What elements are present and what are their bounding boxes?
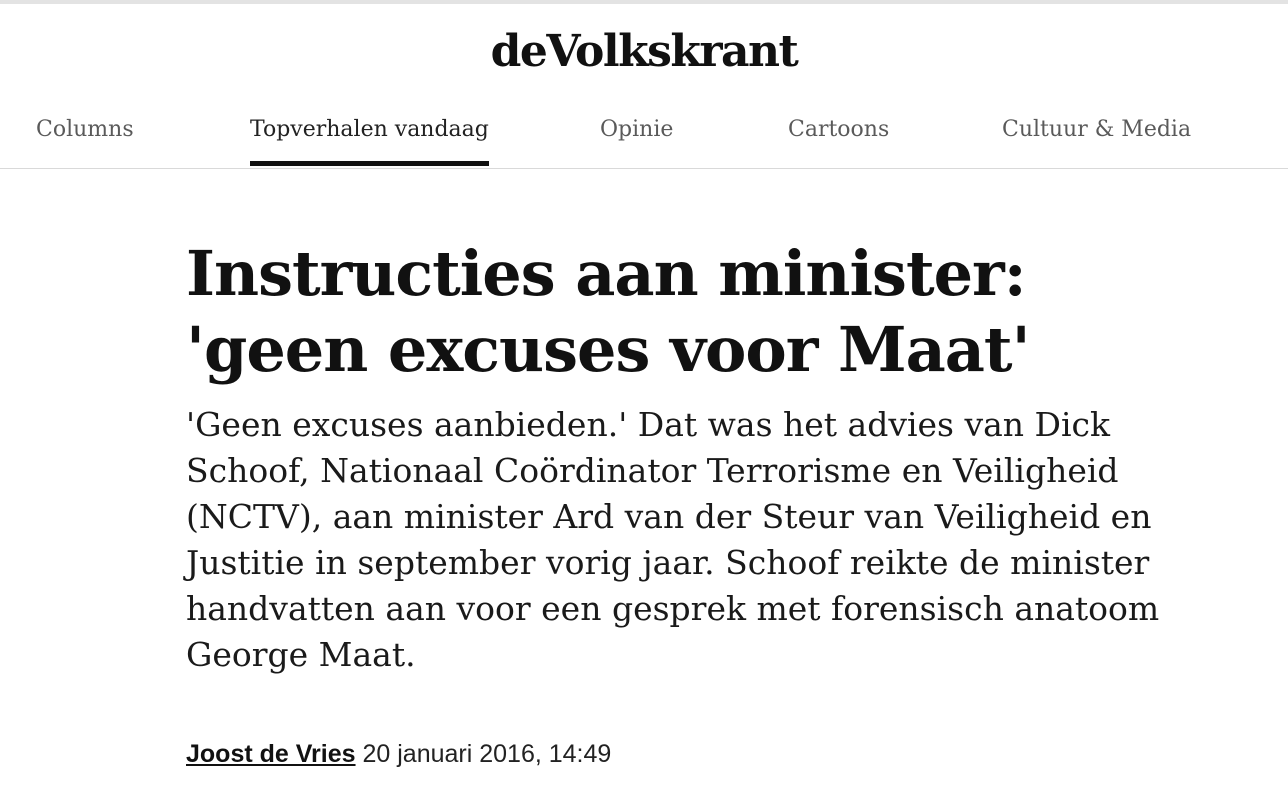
active-tab-indicator	[250, 161, 489, 166]
nav-item-cultuur-media[interactable]	[1002, 108, 1191, 168]
author-link[interactable]: Joost de Vries	[186, 740, 356, 768]
headline-line-1: Instructies aan minister:	[186, 237, 1026, 310]
nav-item-label: Cultuur & Media	[1002, 117, 1192, 142]
byline	[186, 736, 611, 772]
nav-item-columns[interactable]	[36, 108, 134, 168]
top-divider	[0, 0, 1288, 4]
publish-date: 20 januari 2016, 14:49	[362, 740, 612, 768]
nav-item-label: Columns	[36, 117, 134, 142]
nav-item-label: Cartoons	[788, 117, 890, 142]
nav-item-topverhalen-vandaag[interactable]	[250, 108, 489, 168]
article-headline	[186, 236, 1226, 388]
section-nav	[0, 108, 1288, 169]
nav-item-label: Topverhalen vandaag	[250, 117, 489, 142]
nav-item-opinie[interactable]	[600, 108, 673, 168]
masthead	[0, 22, 1288, 82]
headline-line-2: 'geen excuses voor Maat'	[186, 313, 1030, 386]
nav-item-cartoons[interactable]	[788, 108, 889, 168]
nav-item-label: Opinie	[600, 117, 674, 142]
article	[186, 236, 1226, 678]
site-logo[interactable]: deVolkskrant	[490, 26, 798, 77]
article-lead: 'Geen excuses aanbieden.' Dat was het advies van Dick Schoof, Nationaal Coördinator Terrorisme en Veiligheid (NCTV), aan minister Ard van der Steur van Veiligheid en Justitie in september vorig jaar. Schoof reikte de minister handvatten aan voor een gesprek met forensisch anatoom George Maat.	[186, 405, 1160, 674]
